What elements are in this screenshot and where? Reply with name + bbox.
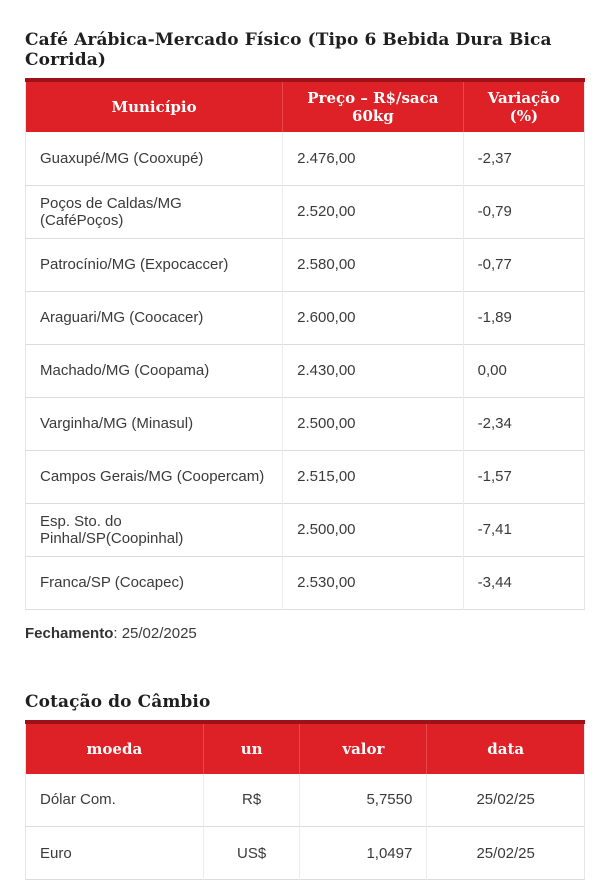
cell-municipio: Campos Gerais/MG (Coopercam): [26, 450, 283, 503]
cell-municipio: Araguari/MG (Coocacer): [26, 291, 283, 344]
cell-variacao: -0,77: [463, 238, 584, 291]
cell-un: R$: [203, 774, 300, 827]
closing-value: : 25/02/2025: [113, 625, 196, 642]
cell-municipio: Esp. Sto. do Pinhal/SP(Coopinhal): [26, 503, 283, 556]
table-row: [26, 503, 585, 556]
exchange-table-header: [26, 722, 585, 774]
table-row: [26, 238, 585, 291]
cell-preco: 2.530,00: [283, 556, 464, 609]
exchange-rate-table: [25, 720, 585, 880]
cell-variacao: -2,34: [463, 397, 584, 450]
table-row: [26, 291, 585, 344]
table-row: [26, 450, 585, 503]
column-header-preco: Preço – R$/saca 60kg: [283, 80, 464, 132]
cell-data: 25/02/25: [427, 827, 585, 880]
cell-variacao: 0,00: [463, 344, 584, 397]
column-header-data: data: [427, 722, 585, 774]
column-header-variacao: Variação (%): [463, 80, 584, 132]
cell-variacao: -3,44: [463, 556, 584, 609]
cell-variacao: -7,41: [463, 503, 584, 556]
cell-preco: 2.500,00: [283, 503, 464, 556]
cell-moeda: Euro: [26, 827, 204, 880]
table-row: [26, 556, 585, 609]
cell-preco: 2.600,00: [283, 291, 464, 344]
table-row: [26, 132, 585, 185]
cell-preco: 2.476,00: [283, 132, 464, 185]
table-row: [26, 344, 585, 397]
column-header-un: un: [203, 722, 300, 774]
cell-data: 25/02/25: [427, 774, 585, 827]
cell-municipio: Patrocínio/MG (Expocaccer): [26, 238, 283, 291]
cell-valor: 5,7550: [300, 774, 427, 827]
table-row: [26, 185, 585, 238]
closing-label: Fechamento: [25, 625, 113, 642]
column-header-municipio: Município: [26, 80, 283, 132]
cell-preco: 2.500,00: [283, 397, 464, 450]
cell-variacao: -2,37: [463, 132, 584, 185]
cell-valor: 1,0497: [300, 827, 427, 880]
closing-date-line: [25, 625, 585, 642]
cell-municipio: Poços de Caldas/MG (CaféPoços): [26, 185, 283, 238]
column-header-valor: valor: [300, 722, 427, 774]
exchange-table-title: Cotação do Câmbio: [25, 692, 585, 712]
cell-preco: 2.430,00: [283, 344, 464, 397]
cell-un: US$: [203, 827, 300, 880]
table-row: [26, 397, 585, 450]
table-row: [26, 827, 585, 880]
cell-municipio: Guaxupé/MG (Cooxupé): [26, 132, 283, 185]
cell-preco: 2.515,00: [283, 450, 464, 503]
cell-municipio: Franca/SP (Cocapec): [26, 556, 283, 609]
column-header-moeda: moeda: [26, 722, 204, 774]
cell-municipio: Varginha/MG (Minasul): [26, 397, 283, 450]
cell-variacao: -0,79: [463, 185, 584, 238]
cell-variacao: -1,57: [463, 450, 584, 503]
cell-moeda: Dólar Com.: [26, 774, 204, 827]
cell-variacao: -1,89: [463, 291, 584, 344]
cell-municipio: Machado/MG (Coopama): [26, 344, 283, 397]
coffee-table-title: Café Arábica-Mercado Físico (Tipo 6 Bebida Dura Bica Corrida): [25, 30, 585, 70]
coffee-table-header: [26, 80, 585, 132]
cell-preco: 2.580,00: [283, 238, 464, 291]
table-row: [26, 774, 585, 827]
coffee-price-table: [25, 78, 585, 610]
cell-preco: 2.520,00: [283, 185, 464, 238]
